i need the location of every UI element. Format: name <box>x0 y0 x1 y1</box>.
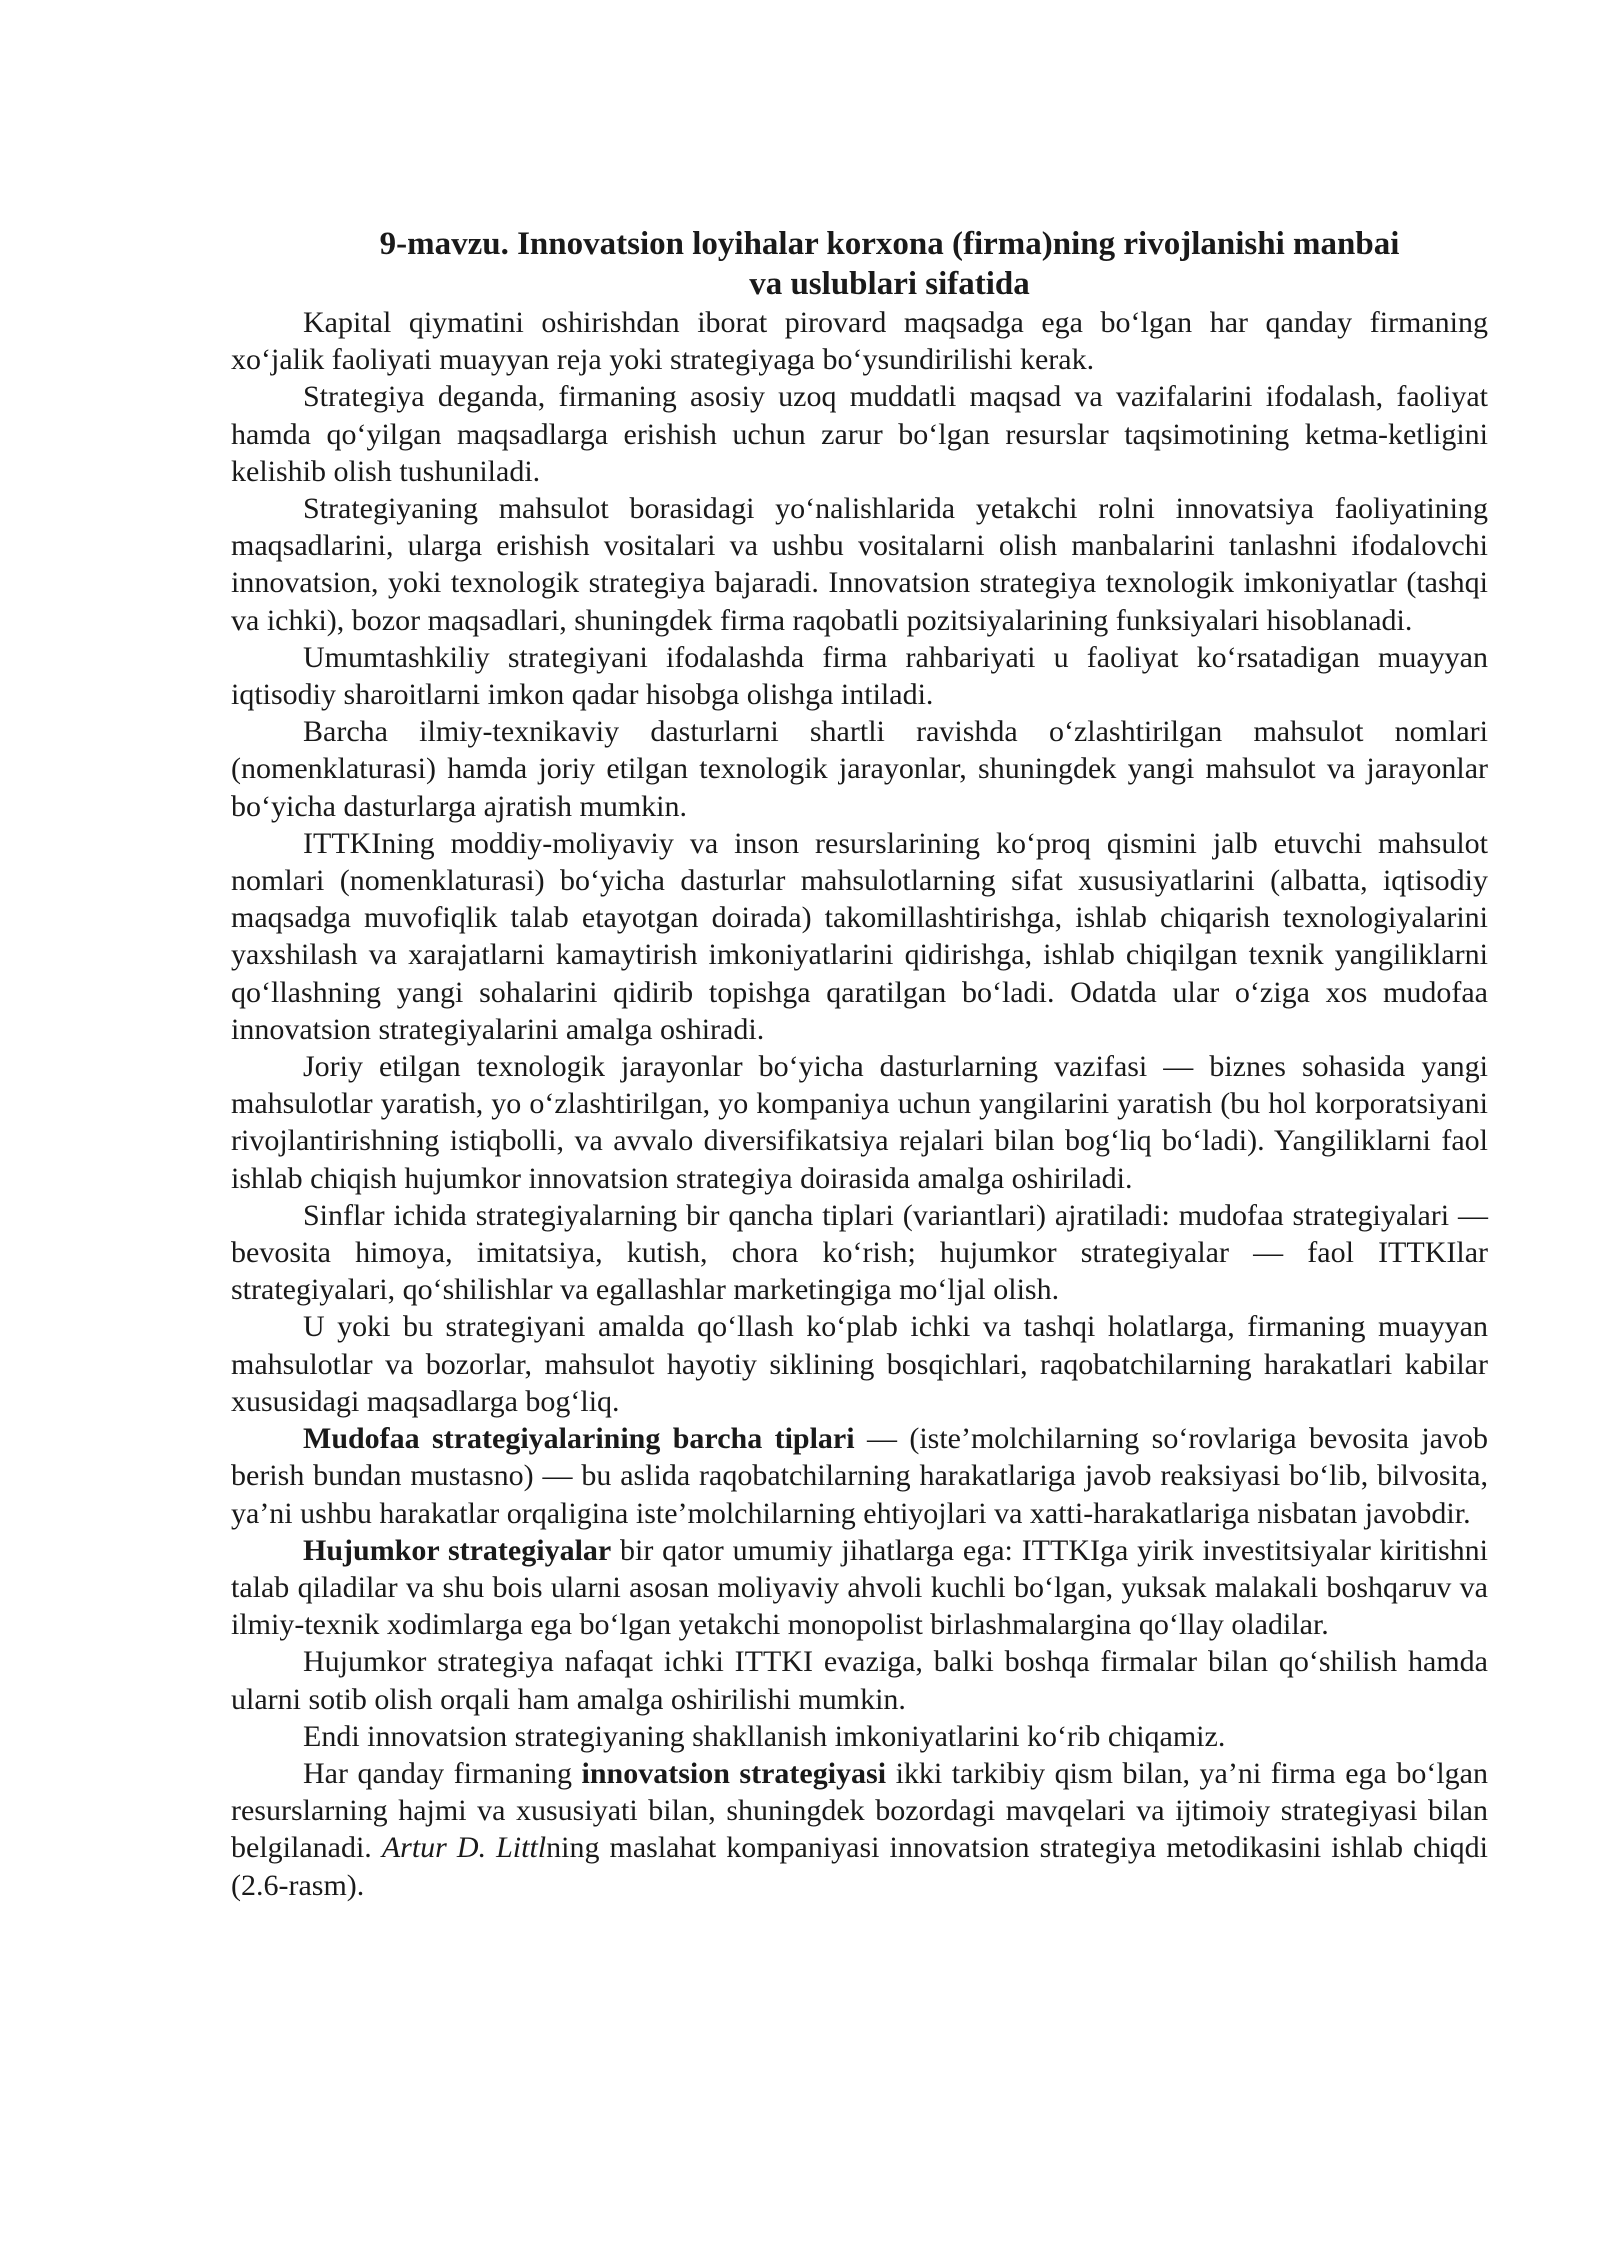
paragraph-text: ikki tarkibiy qism bilan, ya’ni firma ega bo‘lgan resurslarning hajmi va xususiyati bilan, shuningdek bozordagi mavqelari va ijtimoiy strategiyasi bilan belgilanadi. <box>231 1756 1488 1865</box>
title-line-2: va uslublari sifatida <box>749 266 1030 302</box>
paragraph: Endi innovatsion strategiyaning shakllanish imkoniyatlarini ko‘rib chiqamiz. <box>303 1719 1226 1753</box>
paragraph: Joriy etilgan texnologik jarayonlar bo‘yicha dasturlarning vazifasi — biznes sohasida yangi mahsulotlar yaratish, yo o‘zlashtirilgan, yo kompaniya uchun yangilarini yaratish (bu hol korporatsiyani rivojlantirishning istiqbolli, va avvalo diversifikatsiya rejalari bilan bog‘liq bo‘ladi). Yangiliklarni faol ishlab chiqish hujumkor innovatsion strategiya doirasida amalga oshiriladi. <box>231 1050 1488 1195</box>
paragraph-text: — (iste’molchilarning so‘rovlariga bevosita javob berish bundan mustasno) — bu aslida raqobatchilarning harakatlariga javob reaksiyasi bo‘lib, bilvosita, ya’ni ushbu harakatlar orqaligina iste’molchilarning ehtiyojlari va xatti-harakatlariga nisbatan javobdir. <box>231 1422 1488 1530</box>
paragraph: Barcha ilmiy-texnikaviy dasturlarni shartli ravishda o‘zlashtirilgan mahsulot nomlari (nomenklaturasi) hamda joriy etilgan texnologik jarayonlar, shuningdek yangi mahsulot va jarayonlar bo‘yicha dasturlarga ajratish mumkin. <box>231 715 1488 823</box>
paragraph-offensive-strategies <box>231 1532 1488 1644</box>
page-title <box>231 224 1488 304</box>
bold-term: Mudofaa strategiyalarining barcha tiplari <box>303 1422 855 1456</box>
bold-term: Hujumkor strategiyalar <box>303 1533 612 1567</box>
paragraph: ITTKIning moddiy-moliyaviy va inson resurslarining ko‘proq qismini jalb etuvchi mahsulot nomlari (nomenklaturasi) bo‘yicha dasturlar mahsulotlarning sifat xususiyatlarini (albatta, iqtisodiy maqsadga muvofiqlik talab etayotgan doirada) takomillashtirishga, ishlab chiqarish texnologiyalarini yaxshilash va xarajatlarni kamaytirish imkoniyatlarini qidirishga, ishlab chiqilgan texnik yangiliklarni qo‘llashning yangi sohalarini qidirib topishga qaratilgan bo‘ladi. Odatda ular o‘ziga xos mudofaa innovatsion strategiyalarini amalga oshiradi. <box>231 826 1488 1046</box>
paragraph-text: ning maslahat kompaniyasi innovatsion strategiya metodikasini ishlab chiqdi (2.6-rasm). <box>231 1831 1488 1902</box>
paragraph: Kapital qiymatini oshirishdan iborat pirovard maqsadga ega bo‘lgan har qanday firmaning xo‘jalik faoliyati muayyan reja yoki strategiyaga bo‘ysundirilishi kerak. <box>231 306 1488 377</box>
title-line-1: 9-mavzu. Innovatsion loyihalar korxona (firma)ning rivojlanishi manbai <box>379 226 1400 262</box>
bold-term: innovatsion strategiyasi <box>581 1756 887 1790</box>
paragraph-innovation-strategy <box>231 1755 1488 1904</box>
paragraph: Umumtashkiliy strategiyani ifodalashda firma rahbariyati u faoliyat ko‘rsatadigan muayyan iqtisodiy sharoitlarni imkon qadar hisobga olishga intiladi. <box>231 640 1488 712</box>
paragraph: Strategiyaning mahsulot borasidagi yo‘nalishlarida yetakchi rolni innovatsiya faoliyatining maqsadlarini, ularga erishish vositalari va ushbu vositalarni olish manbalarini tanlashni ifodalovchi innovatsion, yoki texnologik strategiya bajaradi. Innovatsion strategiya texnologik imkoniyatlar (tashqi va ichki), bozor maqsadlari, shuningdek firma raqobatli pozitsiyalarining funksiyalari hisoblanadi. <box>231 492 1488 637</box>
paragraph: Hujumkor strategiya nafaqat ichki ITTKI evaziga, balki boshqa firmalar bilan qo‘shilish hamda ularni sotib olish orqali ham amalga oshirilishi mumkin. <box>231 1645 1488 1716</box>
paragraph-text: bir qator umumiy jihatlarga ega: ITTKIga yirik investitsiyalar kiritishni talab qiladilar va shu bois ularni asosan moliyaviy ahvoli kuchli bo‘lgan, yuksak malakali boshqaruv va ilmiy-texnik xodimlarga ega bo‘lgan yetakchi monopolist birlashmalargina qo‘llay oladilar. <box>231 1533 1488 1642</box>
paragraph: Strategiya deganda, firmaning asosiy uzoq muddatli maqsad va vazifalarini ifodalash, faoliyat hamda qo‘yilgan maqsadlarga erishish uchun zarur bo‘lgan resurslar taqsimotining ketma-ketligini kelishib olish tushuniladi. <box>231 380 1488 488</box>
paragraph: Sinflar ichida strategiyalarning bir qancha tiplari (variantlari) ajratiladi: mudofaa strategiyalari — bevosita himoya, imitatsiya, kutish, chora ko‘rish; hujumkor strategiyalar — faol ITTKIlar strategiyalari, qo‘shilishlar va egallashlar marketingiga mo‘ljal olish. <box>231 1198 1488 1307</box>
paragraph-text: Har qanday firmaning <box>303 1756 582 1790</box>
paragraph-defensive-strategies <box>231 1420 1488 1532</box>
document-body <box>231 224 1488 1904</box>
paragraph: U yoki bu strategiyani amalda qo‘llash ko‘plab ichki va tashqi holatlarga, firmaning muayyan mahsulotlar va bozorlar, mahsulot hayotiy siklining bosqichlari, raqobatchilarning harakatlari kabilar xususidagi maqsadlarga bog‘liq. <box>231 1310 1488 1418</box>
italic-name: Artur D. Littl <box>381 1831 547 1865</box>
